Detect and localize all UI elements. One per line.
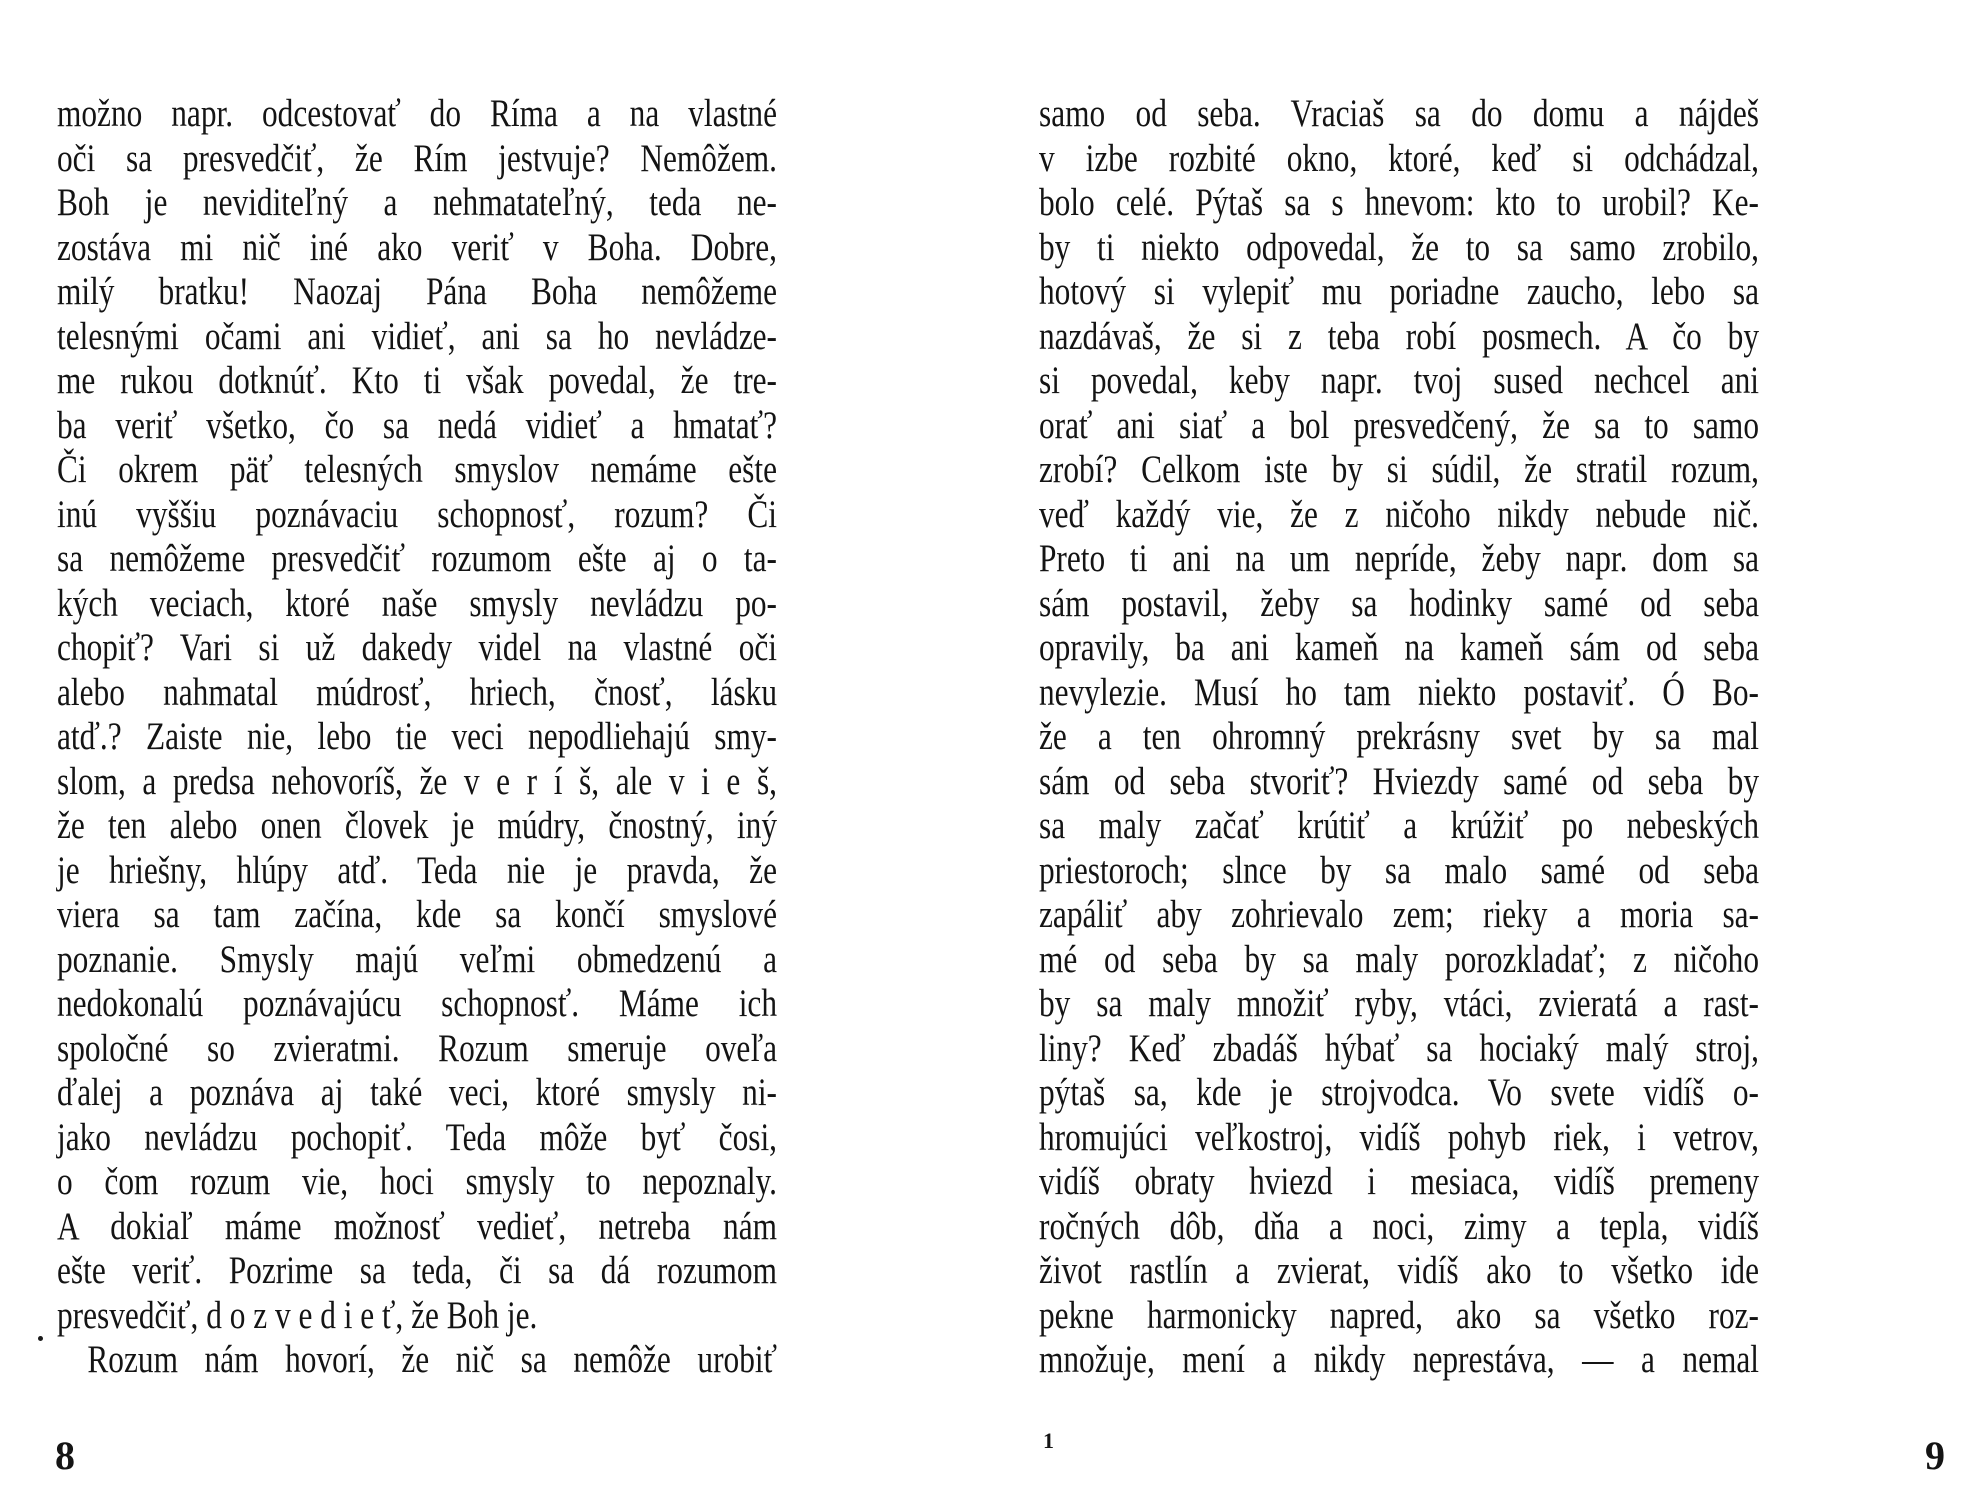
text-line: presvedčiť, d o z v e d i e ť, že Boh je.	[57, 1293, 538, 1337]
text-line: orať ani siať a bol presvedčený, že sa to samo	[1039, 403, 1759, 447]
page-number-right: 9	[1925, 1433, 1945, 1478]
text-line: by sa maly množiť ryby, vtáci, zvieratá a rast-	[1039, 982, 1759, 1025]
text-line: sa maly začať krútiť a krúžiť po nebeských	[1039, 804, 1759, 847]
text-line: nevylezie. Musí ho tam niekto postaviť. Ó Bo-	[1039, 670, 1759, 714]
text-line: hromujúci veľkostroj, vidíš pohyb riek, i vetrov,	[1039, 1115, 1759, 1159]
text-line: jako nevládzu pochopiť. Teda môže byť čosi,	[57, 1115, 777, 1159]
text-line: opravily, ba ani kameň na kameň sám od seba	[1039, 626, 1759, 669]
text-line: život rastlín a zvierat, vidíš ako to všetko ide	[1039, 1249, 1759, 1292]
text-line: atď.? Zaiste nie, lebo tie veci nepodliehajú smy-	[57, 715, 777, 758]
text-line: možno napr. odcestovať do Ríma a na vlastné	[57, 92, 777, 135]
text-line: milý bratku! Naozaj Pána Boha nemôžeme	[57, 270, 777, 313]
text-line: telesnými očami ani vidieť, ani sa ho nevládze-	[57, 314, 777, 358]
text-line: Preto ti ani na um nepríde, žeby napr. dom sa	[1039, 537, 1759, 580]
text-line: je hriešny, hlúpy atď. Teda nie je pravda, že	[57, 848, 777, 892]
signature-mark: 1	[1043, 1428, 1054, 1453]
text-line: spoločné so zvieratmi. Rozum smeruje oveľa	[57, 1026, 777, 1070]
text-line: oči sa presvedčiť, že Rím jestvuje? Nemôžem.	[57, 136, 777, 180]
text-line: ďalej a poznáva aj také veci, ktoré smysly ni-	[57, 1071, 777, 1114]
text-line: by ti niekto odpovedal, že to sa samo zrobilo,	[1039, 225, 1759, 269]
text-line: sám postavil, žeby sa hodinky samé od seba	[1039, 581, 1759, 625]
page-number-left: 8	[55, 1433, 75, 1478]
text-line: že ten alebo onen človek je múdry, čnostný, iný	[57, 804, 777, 847]
text-line: zrobí? Celkom iste by si súdil, že stratil rozum,	[1039, 448, 1759, 491]
text-line: ba veriť všetko, čo sa nedá vidieť a hmatať?	[57, 403, 777, 447]
text-line: kých veciach, ktoré naše smysly nevládzu po-	[57, 581, 777, 625]
text-line: inú vyššiu poznávaciu schopnosť, rozum? Či	[57, 492, 777, 536]
text-line: Boh je neviditeľný a nehmatateľný, teda ne-	[57, 181, 777, 224]
text-line: mé od seba by sa maly porozkladať; z ničoho	[1039, 937, 1759, 981]
text-line: alebo nahmatal múdrosť, hriech, čnosť, lásku	[57, 670, 777, 714]
text-line: v izbe rozbité okno, ktoré, keď si odchádzal,	[1039, 136, 1759, 180]
text-line: sa nemôžeme presvedčiť rozumom ešte aj o ta-	[57, 537, 777, 580]
text-line: Či okrem päť telesných smyslov nemáme ešte	[57, 448, 777, 491]
right-page	[990, 0, 1980, 1500]
text-line: poznanie. Smysly majú veľmi obmedzenú a	[57, 937, 777, 981]
text-line: slom, a predsa nehovoríš, že v e r í š, ale v i e š,	[57, 759, 777, 803]
text-line: veď každý vie, že z ničoho nikdy nebude nič.	[1039, 492, 1759, 536]
text-line: nazdávaš, že si z teba robí posmech. A čo by	[1039, 314, 1759, 358]
margin-dot	[38, 1336, 43, 1341]
text-line: priestoroch; slnce by sa malo samé od seba	[1039, 848, 1759, 892]
text-line: vidíš obraty hviezd i mesiaca, vidíš premeny	[1039, 1160, 1759, 1203]
text-line: sám od seba stvoriť? Hviezdy samé od seba by	[1039, 759, 1759, 803]
text-line: ešte veriť. Pozrime sa teda, či sa dá rozumom	[57, 1249, 777, 1292]
text-line: ročných dôb, dňa a noci, zimy a tepla, vidíš	[1039, 1204, 1759, 1248]
text-line: me rukou dotknúť. Kto ti však povedal, že tre-	[57, 359, 777, 402]
text-line: pekne harmonicky napred, ako sa všetko roz-	[1039, 1293, 1759, 1337]
text-line: hotový si vylepiť mu poriadne zaucho, lebo sa	[1039, 270, 1759, 313]
text-line: viera sa tam začína, kde sa končí smyslové	[57, 893, 777, 936]
text-line: samo od seba. Vraciaš sa do domu a nájdeš	[1039, 92, 1759, 135]
text-line: bolo celé. Pýtaš sa s hnevom: kto to urobil? Ke-	[1039, 181, 1759, 224]
left-page-text	[57, 92, 777, 1383]
text-line: Rozum nám hovorí, že nič sa nemôže urobiť	[87, 1338, 777, 1381]
text-line: si povedal, keby napr. tvoj sused nechcel ani	[1039, 359, 1759, 402]
text-line: A dokiaľ máme možnosť vedieť, netreba nám	[57, 1204, 777, 1248]
text-line: množuje, mení a nikdy neprestáva, — a nemal	[1039, 1338, 1759, 1381]
text-line: zapáliť aby zohrievalo zem; rieky a moria sa-	[1039, 893, 1759, 936]
text-line: o čom rozum vie, hoci smysly to nepoznaly.	[57, 1160, 777, 1203]
text-line: pýtaš sa, kde je strojvodca. Vo svete vidíš o-	[1039, 1071, 1759, 1114]
text-line: liny? Keď zbadáš hýbať sa hociaký malý stroj,	[1039, 1026, 1759, 1070]
text-line: že a ten ohromný prekrásny svet by sa mal	[1039, 715, 1759, 758]
text-line: zostáva mi nič iné ako veriť v Boha. Dobre,	[57, 225, 777, 269]
right-page-text	[1039, 92, 1759, 1383]
text-line: chopiť? Vari si už dakedy videl na vlastné oči	[57, 626, 777, 669]
text-line: nedokonalú poznávajúcu schopnosť. Máme ich	[57, 982, 777, 1025]
